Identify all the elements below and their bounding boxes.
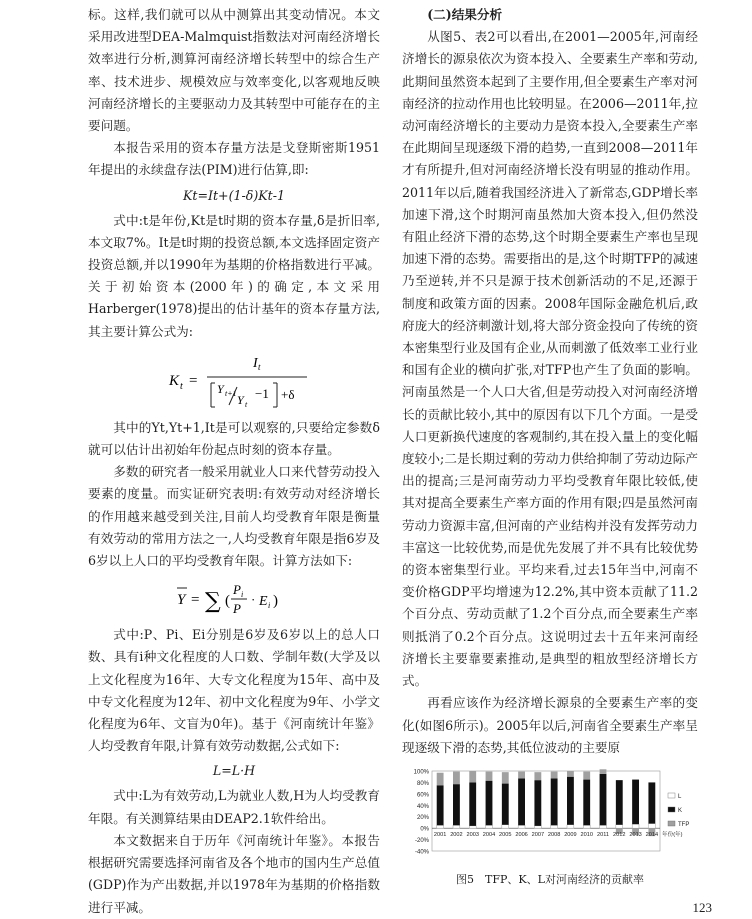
- bar-l-2004: [486, 825, 493, 828]
- svg-text:i: i: [241, 590, 244, 600]
- bar-k-2001: [437, 785, 444, 825]
- svg-text:·: ·: [251, 592, 256, 608]
- bar-tfp-2001: [437, 773, 444, 786]
- contribution-bar-chart: [402, 767, 698, 863]
- bar-l-2009: [567, 825, 574, 828]
- x-tick-label: 2001: [433, 832, 447, 839]
- y-tick-label: 80%: [416, 780, 429, 787]
- plot-frame: [432, 771, 660, 851]
- x-tick-label: 2014: [645, 832, 659, 839]
- bar-tfp-2010: [583, 771, 590, 779]
- bar-tfp-2007: [534, 772, 541, 780]
- svg-text:I: I: [253, 355, 258, 371]
- x-unit-label: 年份(年): [662, 832, 683, 839]
- bar-tfp-2005: [502, 772, 509, 783]
- y-tick-label: -20%: [414, 837, 429, 844]
- section-heading: (二)结果分析: [427, 7, 503, 22]
- x-tick-label: 2007: [531, 832, 545, 839]
- svg-text:t: t: [245, 399, 248, 409]
- left-paragraph-7: 式中:L为有效劳动,L为就业人数,H为人均受教育年限。有关测算结果由DEAP2.1软件给出。: [88, 788, 380, 826]
- legend-label-l: L: [678, 793, 682, 800]
- svg-text:E: E: [259, 594, 268, 610]
- bar-k-2008: [551, 778, 558, 825]
- bar-k-2005: [502, 783, 509, 824]
- svg-text:t: t: [258, 361, 261, 372]
- svg-text:Y: Y: [177, 592, 186, 609]
- left-paragraph-2: 本报告采用的资本存量方法是戈登斯密斯1951年提出的永续盘存法(PIM)进行估算,即:: [88, 140, 380, 178]
- bar-tfp-2008: [551, 771, 558, 778]
- x-tick-label: 2009: [564, 832, 577, 839]
- legend-swatch-l: [668, 793, 675, 798]
- bar-l-2002: [453, 825, 460, 828]
- bar-l-2012: [616, 825, 623, 828]
- svg-text:): ): [273, 593, 278, 610]
- left-paragraph-1: 标。这样,我们就可以从中测算出其变动情况。本文采用改进型DEA-Malmquist指数法对河南经济增长效率进行分析,测算河南经济增长转型中的综合生产率、技术进步、规模效应与效率变化,以客观地反映河南经济增长的主要驱动力及其转型中可能存在的主要问题。: [88, 7, 380, 134]
- svg-text:=: =: [189, 372, 198, 389]
- right-column: [402, 4, 698, 888]
- right-paragraph-1: 从图5、表2可以看出,在2001—2005年,河南经济增长的源泉依次为资本投入、全要素生产率和劳动,此期间虽然资本起到了主要作用,但全要素生产率对河南经济的拉动作用也比较明显。在2006—2011年,拉动河南经济增长的主要动力是资本投入,全要素生产率在此期间呈现逐级下滑的趋势,一直到2008—2011年才有所提升,但对河南经济增长没有明显的推动作用。2011年以后,随着我国经济进入了新常态,GDP增长率加速下滑,这个时期河南虽然加大资本投入,但仍然没有阻止经济下滑的态势,这个时期全要素生产率也呈现加速下滑的态势。需要指出的是,这个时期TFP的减速乃至逆转,并不只是源于技术创新活动的不足,还源于制度和政策方面的因素。2008年国际金融危机后,政府庞大的经济刺激计划,将大部分资金投向了传统的资本密集型行业及国有企业,从而刺激了低效率工业行业和国有企业的横向扩张,对TFP也产生了负面的影响。河南虽然是一个人口大省,但是劳动投入对河南经济增长的贡献比较小,其中的原因有以下几个方面。一是受人口更新换代速度的客观制约,其在投入量上的变化幅度较小;二是长期过剩的劳动力供给抑制了劳动边际产出的提高;三是河南劳动力平均受教育年限比较低,使其对提高全要素生产率方面的作用有限;四是虽然河南劳动力资源丰富,但河南的产业结构并没有发挥劳动力丰富这一比较优势,而是优先发展了并不具有比较优势的资本密集型行业。平均来看,过去15年当中,河南不变价格GDP平均增速为12.2%,其中资本贡献了11.2个百分点、劳动贡献了1.2个百分点,而全要素生产率则抵消了0.2个百分点。这说明过去十五年来河南经济增长主要靠要素推动,是典型的粗放型经济增长方式。: [402, 29, 698, 689]
- bar-l-2010: [583, 825, 590, 828]
- formula-pim: Kt=It+(1-δ)Kt-1: [182, 187, 286, 203]
- y-tick-label: -40%: [414, 849, 429, 856]
- left-paragraph-3: 式中:t是年份,Kt是t时期的资本存量,δ是折旧率,本文取7%。It是t时期的投资总额,本文选择固定资产投资总额,并以1990年为基期的价格指数进行平减。关于初始资本(2000年)的确定,本文采用Harberger(1978)提出的估计基年的资本存量方法,其主要计算公式为:: [88, 212, 380, 339]
- svg-text:i: i: [268, 601, 271, 611]
- bar-k-2003: [469, 782, 476, 825]
- bar-l-2011: [600, 825, 607, 828]
- bar-tfp-2003: [469, 771, 476, 782]
- bar-l-2014: [648, 823, 655, 828]
- bar-l-2003: [469, 826, 476, 828]
- bar-k-2013: [632, 779, 639, 824]
- x-tick-label: 2006: [515, 832, 528, 839]
- y-tick-label: 0%: [420, 826, 429, 833]
- x-tick-label: 2012: [613, 832, 626, 839]
- bar-k-2002: [453, 784, 460, 825]
- formula-harberger: [159, 349, 309, 411]
- x-tick-label: 2004: [482, 832, 496, 839]
- y-tick-label: 20%: [416, 815, 429, 822]
- y-tick-label: 100%: [413, 769, 429, 776]
- figure-caption: 图5 TFP、K、L对河南经济的贡献率: [456, 873, 644, 887]
- bar-tfp-2009: [567, 771, 574, 777]
- legend-swatch-tfp: [668, 821, 675, 826]
- legend-label-tfp: TFP: [678, 821, 690, 828]
- svg-text:∑: ∑: [205, 589, 221, 615]
- svg-text:=: =: [191, 592, 200, 609]
- bar-k-2007: [534, 780, 541, 826]
- svg-text:K: K: [169, 372, 180, 389]
- bar-l-2008: [551, 825, 558, 828]
- bar-tfp-2004: [486, 771, 493, 780]
- bar-l-2013: [632, 824, 639, 828]
- formula-education: [169, 578, 299, 618]
- left-paragraph-5: 多数的研究者一般采用就业人口来代替劳动投入要素的度量。而实证研究表明:有效劳动对经济增长的作用越来越受到关注,目前人均受教育年限是衡量有效劳动的常用方法之一,人均受教育年限是指6岁及6岁以上人口的平均受教育年限。计算方法如下:: [88, 464, 380, 569]
- right-paragraph-2: 再看应该作为经济增长源泉的全要素生产率的变化(如图6所示)。2005年以后,河南省全要素生产率呈现逐级下滑的态势,其低位波动的主要原: [402, 695, 698, 755]
- bar-k-2011: [600, 774, 607, 825]
- bar-k-2014: [648, 782, 655, 823]
- left-column: [88, 4, 380, 919]
- figure-5: [402, 767, 698, 888]
- svg-text:Y: Y: [237, 392, 244, 407]
- svg-text:P: P: [233, 601, 241, 617]
- svg-text:P: P: [233, 582, 241, 598]
- svg-text:+δ: +δ: [281, 386, 295, 402]
- formula-effective-labor: L=L·H: [212, 763, 256, 779]
- x-tick-label: 2010: [580, 832, 593, 839]
- left-paragraph-8: 本文数据来自于历年《河南统计年鉴》。本报告根据研究需要选择河南省及各个地市的国内生产总值(GDP)作为产出数据,并以1978年为基期的价格指数进行平减。: [88, 832, 380, 915]
- x-tick-label: 2008: [547, 832, 561, 839]
- bar-k-2012: [616, 780, 623, 825]
- svg-text:t: t: [180, 380, 183, 392]
- bar-l-2005: [502, 825, 509, 828]
- svg-text:−1: −1: [255, 385, 269, 401]
- bar-tfp-2006: [518, 771, 525, 778]
- left-paragraph-4: 其中的Yt,Yt+1,It是可以观察的,只要给定参数δ就可以估计出初始年份起点时刻的资本存量。: [88, 419, 380, 458]
- bar-k-2010: [583, 779, 590, 825]
- x-tick-label: 2005: [499, 832, 512, 839]
- legend-swatch-k: [668, 807, 675, 812]
- bar-tfp-2011: [600, 769, 607, 774]
- x-tick-label: 2011: [596, 832, 610, 839]
- x-tick-label: 2003: [466, 832, 479, 839]
- bar-l-2001: [437, 825, 444, 828]
- svg-text:t+1: t+1: [225, 388, 237, 398]
- svg-text:Y: Y: [217, 381, 224, 396]
- bar-tfp-2002: [453, 771, 460, 784]
- bar-k-2009: [567, 777, 574, 825]
- bar-l-2007: [534, 826, 541, 828]
- bar-k-2004: [486, 781, 493, 826]
- y-tick-label: 40%: [416, 803, 429, 810]
- y-tick-label: 60%: [416, 792, 429, 799]
- svg-text:(: (: [225, 593, 230, 610]
- left-paragraph-6: 式中:P、Pi、Ei分别是6岁及6岁以上的总人口数、具有i种文化程度的人口数、学制年数(大学及以上文化程度为16年、大专文化程度为15年、高中及中专文化程度为12年、初中文化程度为9年、小学文化程度为6年、文盲为0年)。基于《河南统计年鉴》人均受教育年限,计算有效劳动数据,公式如下:: [88, 627, 380, 754]
- x-tick-label: 2002: [450, 832, 463, 839]
- bar-l-2006: [518, 825, 525, 828]
- legend-label-k: K: [678, 807, 683, 814]
- x-tick-label: 2013: [629, 832, 642, 839]
- bar-k-2006: [518, 778, 525, 825]
- page-number: 123: [692, 900, 712, 915]
